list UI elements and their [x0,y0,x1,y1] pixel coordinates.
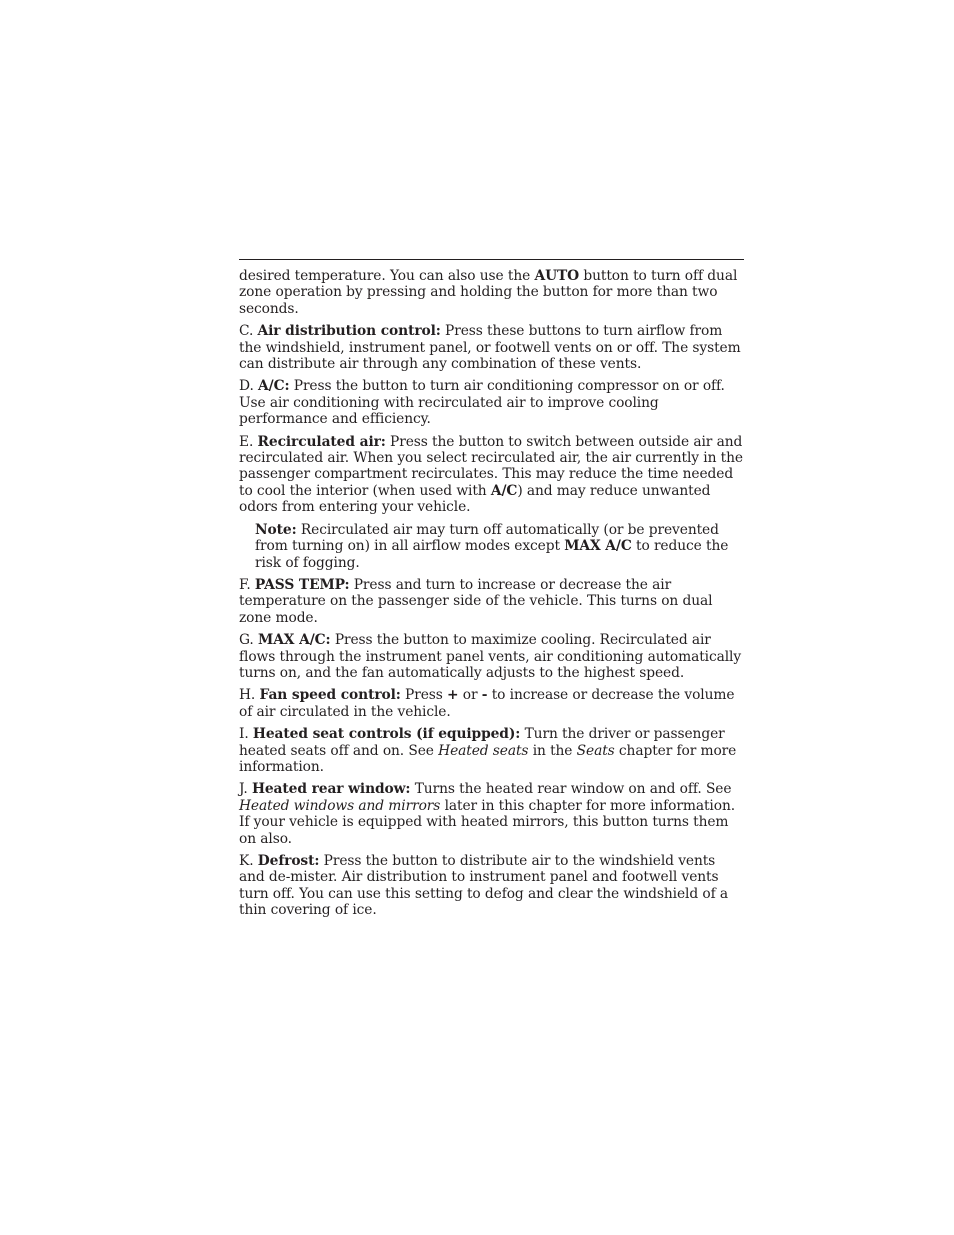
item-title: Fan speed control: [259,687,401,704]
item-text-continued: later in this chapter for more information. If your vehicle is equipped with heated mirrors, this button turns them on also. [239,797,736,847]
item-c-air-distribution [239,323,744,372]
item-f-pass-temp [239,577,744,626]
item-j-heated-rear-window [239,781,744,847]
plus-term: + [447,687,459,704]
intro-text: desired temperature. You can also use the [239,268,535,284]
item-h-fan-speed [239,687,744,720]
item-title: MAX A/C: [258,632,331,649]
item-text: Turn the driver or passenger heated seats off and on. See [239,726,725,759]
item-text-continued: ) and may reduce unwanted odors from entering your vehicle. [239,482,711,516]
item-text-continued: chapter for more information. [239,742,737,775]
note-text: Recirculated air may turn off automatically (or be prevented from turning on) in all airflow modes except [255,521,719,555]
item-letter: H. [239,687,260,704]
item-text: Turns the heated rear window on and off. See [410,781,732,798]
item-i-heated-seats [239,726,744,775]
header-rule [239,259,744,260]
item-letter: E. [239,433,258,450]
item-title: Recirculated air: [257,433,386,450]
minus-term: - [481,687,488,704]
item-title: Defrost: [257,853,320,869]
item-title: Air distribution control: [257,323,441,340]
intro-paragraph [239,268,744,317]
item-letter: G. [239,632,259,649]
item-letter: F. [239,576,255,593]
max-ac-term: MAX A/C [564,538,632,555]
heated-seats-reference: Heated seats [438,742,529,759]
note-recirculated-air [255,522,744,571]
item-text-continued: to increase or decrease the volume of air circulated in the vehicle. [239,687,735,720]
item-text: Press [400,687,448,704]
seats-chapter-reference: Seats [576,742,615,759]
note-text-continued: to reduce the risk of fogging. [255,538,729,571]
item-e-recirculated-air [239,434,744,516]
item-text: Press the button to switch between outside air and recirculated air. When you select recirculated air, the air currently in the passenger compartment recirculates. This may reduce the time needed to cool the interior (when used with [239,433,743,499]
note-label: Note: [255,521,297,538]
item-letter: J. [239,781,252,798]
item-g-max-ac [239,632,744,681]
page-body [239,268,744,925]
item-letter: C. [239,323,258,340]
item-letter: D. [239,378,259,395]
item-title: Heated rear window: [251,781,411,798]
item-title: A/C: [258,378,290,395]
ac-term: A/C [490,482,518,499]
intro-text-continued: button to turn off dual zone operation by pressing and holding the button for more than two seconds. [239,268,738,317]
item-text: Press the button to turn air conditioning compressor on or off. Use air conditioning with recirculated air to improve cooling performance and efficiency. [239,378,725,428]
item-text: Press these buttons to turn airflow from the windshield, instrument panel, or footwell vents on or off. The system can distribute air through any combination of these vents. [239,323,741,373]
item-title: Heated seat controls (if equipped): [252,726,521,743]
item-text: Press the button to distribute air to the windshield vents and de-mister. Air distribution to instrument panel and footwell vents turn off. You can use this setting to defog and clear the windshield of a thin covering of ice. [239,853,729,919]
heated-windows-reference: Heated windows and mirrors [239,797,441,814]
item-text: Press and turn to increase or decrease the air temperature on the passenger side of the vehicle. This turns on dual zone mode. [239,576,713,626]
item-text-in-the: in the [528,742,577,759]
item-k-defrost [239,853,744,919]
item-letter: I. [239,726,253,743]
item-letter: K. [239,853,258,869]
auto-term: AUTO [534,268,580,284]
item-d-ac [239,378,744,427]
item-title: PASS TEMP: [254,576,350,593]
item-text-or: or [458,687,482,704]
item-text: Press the button to maximize cooling. Recirculated air flows through the instrument panel vents, air conditioning automatically turns on, and the fan automatically adjusts to the highest speed. [239,632,742,681]
